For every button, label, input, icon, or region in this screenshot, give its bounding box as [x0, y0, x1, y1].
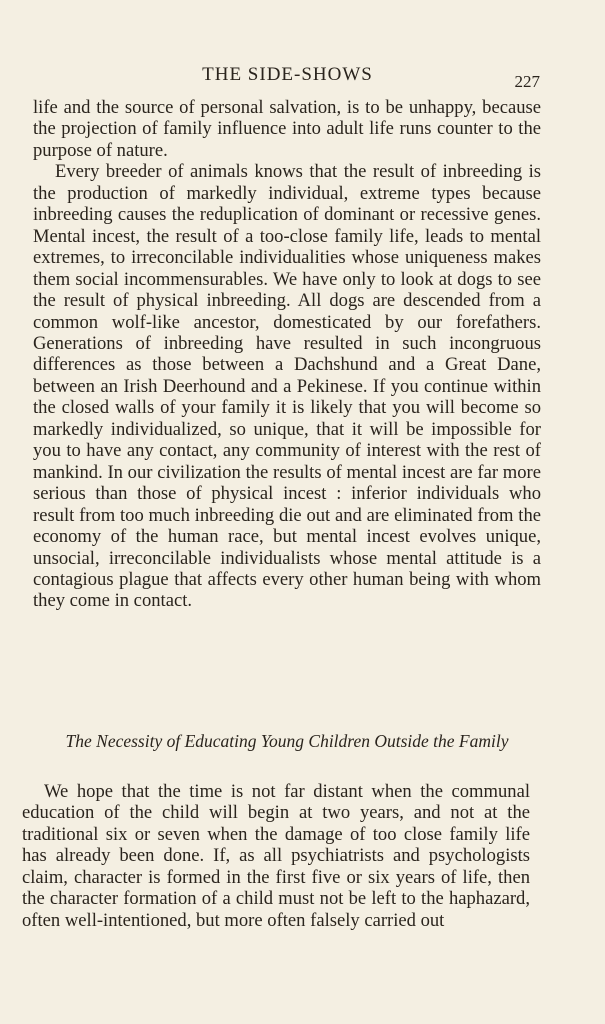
paragraph-communal-education: We hope that the time is not far distant when the communal education of the child will begin at two years, and not at the traditional six or seven when the damage of too close family life has already been done. If, as all psychiatrists and psychologists claim, character is formed in the first five or six years of life, then the character formation of a child must not be left to the haphazard, often well-intentioned, but more often falsely carried out: [22, 781, 530, 931]
section-text: [22, 781, 530, 931]
running-title: THE SIDE-SHOWS: [202, 64, 373, 85]
running-head: [0, 64, 605, 90]
main-text: [33, 97, 541, 612]
section-heading: The Necessity of Educating Young Children Outside the Family: [65, 731, 509, 751]
paragraph-inbreeding: Every breeder of animals knows that the result of inbreeding is the production of markedly individual, extreme types because inbreeding causes the reduplication of dominant or recessive genes. Mental incest, the result of a too-close family life, leads to mental extremes, to irreconcilable individualities whose uniqueness makes them social incommensurables. We have only to look at dogs to see the result of physical inbreeding. All dogs are descended from a common wolf-like ancestor, domesticated by our forefathers. Generations of inbreeding have resulted in such incongruous differences as those between a Dachshund and a Great Dane, between an Irish Deerhound and a Pekinese. If you continue within the closed walls of your family it is likely that you will become so markedly individualized, so unique, that it will be impossible for you to have any contact, any community of interest with the rest of mankind. In our civilization the results of mental incest are far more serious than those of physical incest : inferior individuals who result from too much inbreeding die out and are eliminated from the economy of the human race, but mental incest evolves unique, unsocial, irreconcilable individualists whose mental attitude is a contagious plague that affects every other human being with whom they come in contact.: [33, 161, 541, 612]
page-number: 227: [514, 72, 540, 91]
paragraph-continued: life and the source of personal salvation, is to be unhappy, because the projection of family influence into adult life runs counter to the purpose of nature.: [33, 97, 541, 161]
